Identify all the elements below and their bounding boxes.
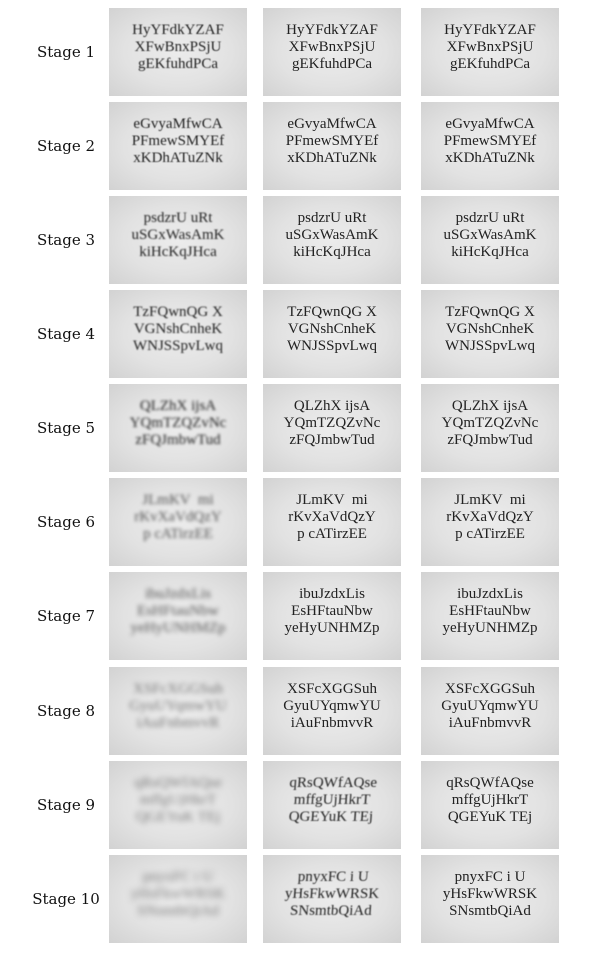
captcha-text-line: xKDhATuZNk — [287, 150, 377, 166]
captcha-text-line: SNsmtbQiAd — [137, 903, 219, 919]
text-image-panel — [421, 290, 559, 378]
captcha-text-line: PFmewSMYEf — [443, 133, 537, 149]
text-image-panel — [263, 478, 401, 566]
captcha-text-line: QLZhX ijsA — [451, 398, 529, 414]
captcha-text-line: XSFcXGGSuh — [132, 681, 223, 697]
captcha-text-line: iAuFnbmvvR — [136, 715, 220, 731]
captcha-text — [421, 22, 559, 73]
text-image-panel — [263, 196, 401, 284]
captcha-text-line: EsHFtauNbw — [449, 603, 531, 619]
captcha-text-line: YQmTZQZvNc — [283, 415, 381, 431]
stage-row — [0, 478, 595, 566]
stage-label: Stage 8 — [36, 702, 96, 720]
stage-label: Stage 7 — [36, 607, 96, 625]
captcha-text — [421, 492, 559, 543]
captcha-text-line: gEKfuhdPCa — [138, 56, 218, 72]
captcha-text — [263, 210, 401, 261]
stage-row — [0, 572, 595, 660]
captcha-text — [109, 304, 247, 355]
captcha-text-line: PFmewSMYEf — [285, 133, 379, 149]
captcha-text — [421, 586, 559, 637]
captcha-text-line: HyYFdkYZAF — [132, 22, 224, 38]
captcha-text-line: pnyxFC i U — [297, 869, 370, 885]
captcha-text-line: rKvXaVdQzY — [446, 509, 534, 525]
captcha-text — [109, 586, 247, 637]
stage-row — [0, 102, 595, 190]
captcha-text-line: psdzrU uRt — [455, 210, 525, 226]
text-image-panel — [421, 572, 559, 660]
captcha-text — [421, 869, 559, 920]
captcha-text-line: eGvyaMfwCA — [133, 116, 223, 132]
captcha-text-line: GyuUYqmwYU — [441, 698, 539, 714]
text-image-panel — [109, 196, 247, 284]
captcha-text-line: iAuFnbmvvR — [448, 715, 532, 731]
captcha-text — [109, 775, 247, 826]
text-image-panel — [421, 196, 559, 284]
text-image-panel — [263, 761, 401, 849]
captcha-text-line: gEKfuhdPCa — [292, 56, 372, 72]
captcha-text — [421, 116, 559, 167]
captcha-text-line: kiHcKqJHca — [293, 244, 371, 260]
captcha-text-line: YQmTZQZvNc — [441, 415, 539, 431]
captcha-text — [263, 22, 401, 73]
captcha-text-line: JLmKV mi — [454, 492, 526, 508]
captcha-text — [421, 681, 559, 732]
captcha-text-line: XSFcXGGSuh — [444, 681, 535, 697]
captcha-text — [109, 116, 247, 167]
captcha-text-line: gEKfuhdPCa — [450, 56, 530, 72]
text-image-panel — [109, 102, 247, 190]
captcha-text-line: XSFcXGGSuh — [286, 681, 377, 697]
stage-label: Stage 6 — [36, 513, 96, 531]
captcha-text-line: p cATirzEE — [455, 526, 525, 542]
captcha-text — [421, 398, 559, 449]
captcha-text-line: QGEYuK TEj — [135, 809, 221, 825]
captcha-text-line: QLZhX ijsA — [293, 398, 371, 414]
captcha-text — [263, 681, 401, 732]
text-image-panel — [109, 855, 247, 943]
captcha-text-line: yHsFkwWRSK — [130, 886, 226, 902]
captcha-text-line: TzFQwnQG X — [445, 304, 535, 320]
captcha-text-line: p cATirzEE — [297, 526, 367, 542]
captcha-text-line: QGEYuK TEj — [447, 809, 533, 825]
text-image-panel — [263, 102, 401, 190]
text-image-panel — [263, 290, 401, 378]
text-image-panel — [109, 761, 247, 849]
stage-row — [0, 761, 595, 849]
captcha-text — [263, 304, 401, 355]
captcha-text-line: zFQJmbwTud — [289, 432, 375, 448]
captcha-text — [109, 398, 247, 449]
captcha-text-line: QLZhX ijsA — [139, 398, 217, 414]
captcha-text — [109, 210, 247, 261]
captcha-text-line: JLmKV mi — [296, 492, 368, 508]
captcha-text-line: PFmewSMYEf — [131, 133, 225, 149]
stage-label: Stage 1 — [36, 43, 96, 61]
captcha-text-line: rKvXaVdQzY — [134, 509, 222, 525]
captcha-text-line: ibuJzdxLis — [457, 586, 523, 602]
captcha-text — [263, 775, 401, 826]
captcha-text-line: HyYFdkYZAF — [444, 22, 536, 38]
captcha-text — [263, 492, 401, 543]
text-image-panel — [421, 8, 559, 96]
stage-label: Stage 5 — [36, 419, 96, 437]
captcha-text-line: WNJSSpvLwq — [132, 338, 223, 354]
stage-row — [0, 196, 595, 284]
stage-label: Stage 9 — [36, 796, 96, 814]
captcha-text-line: VGNshCnheK — [445, 321, 535, 337]
captcha-text — [263, 869, 401, 920]
stage-row — [0, 384, 595, 472]
captcha-text-line: VGNshCnheK — [287, 321, 377, 337]
captcha-text-line: mffgUjHkrT — [451, 792, 529, 808]
captcha-text-line: qRsQWfAQse — [288, 775, 378, 791]
text-image-panel — [421, 761, 559, 849]
captcha-text-line: EsHFtauNbw — [137, 603, 219, 619]
captcha-text-line: xKDhATuZNk — [445, 150, 535, 166]
text-image-panel — [421, 102, 559, 190]
captcha-text-line: WNJSSpvLwq — [444, 338, 535, 354]
captcha-text-line: EsHFtauNbw — [291, 603, 373, 619]
stage-row — [0, 8, 595, 96]
captcha-text-line: yeHyUNHMZp — [442, 620, 538, 636]
captcha-text-line: p cATirzEE — [143, 526, 213, 542]
captcha-text-line: SNsmtbQiAd — [289, 903, 373, 919]
captcha-text-line: TzFQwnQG X — [287, 304, 377, 320]
text-image-panel — [263, 855, 401, 943]
captcha-text-line: WNJSSpvLwq — [286, 338, 377, 354]
captcha-text — [421, 775, 559, 826]
stage-label: Stage 4 — [36, 325, 96, 343]
stage-row — [0, 855, 595, 943]
text-image-panel — [109, 667, 247, 755]
text-image-panel — [421, 384, 559, 472]
text-image-panel — [263, 572, 401, 660]
captcha-text-line: qRsQWfAQse — [134, 775, 222, 791]
stage-label: Stage 3 — [36, 231, 96, 249]
captcha-text-line: YQmTZQZvNc — [129, 415, 227, 431]
stage-label: Stage 2 — [36, 137, 96, 155]
text-image-panel — [263, 667, 401, 755]
captcha-text-line: XFwBnxPSjU — [446, 39, 534, 55]
captcha-text-line: pnyxFC i U — [142, 869, 214, 885]
text-image-panel — [263, 384, 401, 472]
captcha-text-line: mffgUjHkrT — [139, 792, 217, 808]
captcha-text-line: yeHyUNHMZp — [130, 620, 226, 636]
captcha-text-line: pnyxFC i U — [454, 869, 526, 885]
captcha-text-line: xKDhATuZNk — [133, 150, 223, 166]
captcha-text-line: ibuJzdxLis — [145, 586, 211, 602]
captcha-text-line: mffgUjHkrT — [293, 792, 371, 808]
captcha-text-line: yeHyUNHMZp — [284, 620, 380, 636]
captcha-text-line: uSGxWasAmK — [285, 227, 379, 243]
captcha-text-line: psdzrU uRt — [297, 210, 367, 226]
captcha-text-line: kiHcKqJHca — [139, 244, 217, 260]
text-image-panel — [109, 290, 247, 378]
captcha-text-line: yHsFkwWRSK — [442, 886, 538, 902]
captcha-text-line: GyuUYqmwYU — [129, 698, 227, 714]
captcha-text — [109, 492, 247, 543]
captcha-text-line: QGEYuK TEj — [288, 809, 374, 825]
captcha-text-line: JLmKV mi — [142, 492, 214, 508]
captcha-text-line: iAuFnbmvvR — [290, 715, 374, 731]
captcha-text-line: uSGxWasAmK — [443, 227, 537, 243]
captcha-text-line: eGvyaMfwCA — [445, 116, 535, 132]
captcha-text-line: yHsFkwWRSK — [284, 886, 380, 902]
captcha-text-line: GyuUYqmwYU — [283, 698, 381, 714]
captcha-text-line: uSGxWasAmK — [131, 227, 225, 243]
captcha-text-line: psdzrU uRt — [143, 210, 213, 226]
captcha-text-line: qRsQWfAQse — [446, 775, 534, 791]
captcha-text-line: HyYFdkYZAF — [286, 22, 378, 38]
captcha-text — [263, 398, 401, 449]
captcha-text-line: rKvXaVdQzY — [288, 509, 376, 525]
text-image-panel — [109, 572, 247, 660]
captcha-text-line: zFQJmbwTud — [135, 432, 221, 448]
text-image-panel — [421, 667, 559, 755]
stage-row — [0, 667, 595, 755]
captcha-text-line: XFwBnxPSjU — [288, 39, 376, 55]
stage-label: Stage 10 — [32, 890, 100, 908]
captcha-text — [109, 869, 247, 920]
captcha-text-line: kiHcKqJHca — [451, 244, 529, 260]
captcha-text — [109, 22, 247, 73]
text-image-panel — [109, 8, 247, 96]
text-image-panel — [421, 855, 559, 943]
text-image-panel — [263, 8, 401, 96]
captcha-text — [109, 681, 247, 732]
captcha-text-line: VGNshCnheK — [133, 321, 223, 337]
captcha-text-line: eGvyaMfwCA — [287, 116, 377, 132]
text-image-panel — [109, 384, 247, 472]
captcha-text — [263, 116, 401, 167]
captcha-text-line: SNsmtbQiAd — [449, 903, 531, 919]
captcha-text-line: zFQJmbwTud — [447, 432, 533, 448]
captcha-text — [421, 210, 559, 261]
captcha-text-line: ibuJzdxLis — [299, 586, 365, 602]
stage-row — [0, 290, 595, 378]
captcha-text — [263, 586, 401, 637]
captcha-text — [421, 304, 559, 355]
text-image-panel — [109, 478, 247, 566]
captcha-text-line: XFwBnxPSjU — [134, 39, 222, 55]
text-image-panel — [421, 478, 559, 566]
captcha-text-line: TzFQwnQG X — [133, 304, 223, 320]
